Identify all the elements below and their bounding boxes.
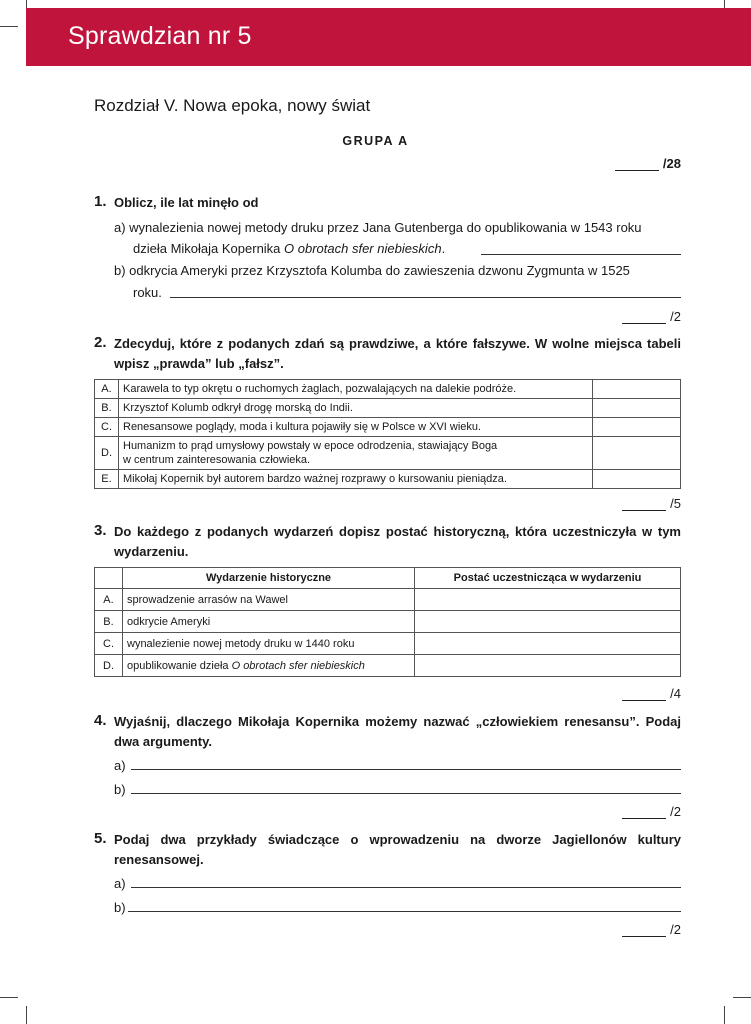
row-statement: Krzysztof Kolumb odkrył drogę morską do Indii. [119, 399, 593, 418]
q1-text: Oblicz, ile lat minęło od [114, 195, 259, 210]
q1-a-dot: . [441, 241, 446, 256]
score-blank[interactable] [615, 158, 659, 171]
answer-cell[interactable] [593, 399, 681, 418]
q1-a-line2 [133, 239, 445, 259]
q1-a-answer-line[interactable] [481, 254, 681, 255]
q5-a-answer-line[interactable] [131, 887, 681, 888]
score-blank[interactable] [622, 924, 666, 937]
table-row [95, 633, 681, 655]
crop-mark [0, 26, 18, 27]
q5-b-answer-line[interactable] [128, 911, 681, 912]
answer-cell[interactable] [415, 611, 681, 633]
q5-text: Podaj dwa przykłady świadczące o wprowadzeniu na dworze Jagiellonów kultury renesansowej. [114, 832, 681, 867]
row-statement: Renesansowe poglądy, moda i kultura pojawiły się w Polsce w XVI wieku. [119, 418, 593, 437]
answer-cell[interactable] [593, 470, 681, 489]
q2-text: Zdecyduj, które z podanych zdań są prawdziwe, a które fałszywe. W wolne miejsca tabeli wpisz „prawda” lub „fałsz”. [114, 336, 681, 371]
column-header-event: Wydarzenie historyczne [123, 568, 415, 589]
answer-cell[interactable] [593, 380, 681, 399]
row-statement: Karawela to typ okrętu o ruchomych żaglach, pozwalających na dalekie podróże. [119, 380, 593, 399]
table-row [95, 380, 681, 399]
table-row [95, 655, 681, 677]
q4-b-label: b) [114, 782, 126, 797]
row-label: C. [95, 418, 119, 437]
q1-b-line1: b) odkrycia Ameryki przez Krzysztofa Kolumba do zawieszenia dzwonu Zygmunta w 1525 [114, 263, 630, 278]
q2-table [94, 379, 681, 489]
table-header-row [95, 568, 681, 589]
q5-number: 5. [94, 830, 107, 847]
q5-a-label: a) [114, 876, 126, 891]
row-statement-line2: w centrum zainteresowania człowieka. [123, 454, 311, 466]
score-blank[interactable] [622, 498, 666, 511]
q5-score-value: /2 [670, 922, 681, 937]
row-label: D. [95, 437, 119, 470]
row-event: odkrycie Ameryki [123, 611, 415, 633]
q4-b-answer-line[interactable] [131, 793, 681, 794]
q5-score [622, 922, 681, 937]
q3-number: 3. [94, 522, 107, 539]
q1-a-title: O obrotach sfer niebieskich [284, 241, 442, 256]
row-label: B. [95, 611, 123, 633]
q1-b-answer-line[interactable] [170, 297, 681, 298]
q3-table [94, 567, 681, 677]
column-header-person: Postać uczestnicząca w wydarzeniu [415, 568, 681, 589]
crop-mark [733, 997, 751, 998]
group-label: GRUPA A [342, 134, 409, 148]
row-label: C. [95, 633, 123, 655]
q1-score [622, 309, 681, 324]
row-statement-line1: Humanizm to prąd umysłowy powstały w epoce odrodzenia, stawiający Boga [123, 440, 498, 452]
q4-a-label: a) [114, 758, 126, 773]
total-score [615, 156, 681, 171]
score-blank[interactable] [622, 688, 666, 701]
row-event-title: O obrotach sfer niebieskich [231, 659, 365, 672]
answer-cell[interactable] [593, 418, 681, 437]
q3-score-value: /4 [670, 686, 681, 701]
q1-a-line1: a) wynalezienia nowej metody druku przez Jana Gutenberga do opublikowania w 1543 roku [114, 220, 642, 235]
score-blank[interactable] [622, 806, 666, 819]
row-label: E. [95, 470, 119, 489]
table-row [95, 470, 681, 489]
table-row [95, 399, 681, 418]
header-label-cell [95, 568, 123, 589]
q1-number: 1. [94, 193, 107, 210]
q4-score [622, 804, 681, 819]
row-event [123, 655, 415, 677]
q4-score-value: /2 [670, 804, 681, 819]
q4-a-answer-line[interactable] [131, 769, 681, 770]
row-statement: Mikołaj Kopernik był autorem bardzo ważnej rozprawy o kursowaniu pieniądza. [119, 470, 593, 489]
total-score-value: /28 [662, 156, 681, 171]
q1-score-value: /2 [670, 309, 681, 324]
row-label: D. [95, 655, 123, 677]
row-event: wynalezienie nowej metody druku w 1440 roku [123, 633, 415, 655]
score-blank[interactable] [622, 311, 666, 324]
table-row [95, 418, 681, 437]
row-label: B. [95, 399, 119, 418]
crop-mark [26, 1006, 27, 1024]
table-row [95, 437, 681, 470]
row-label: A. [95, 380, 119, 399]
table-row [95, 611, 681, 633]
q1-a-text: dzieła Mikołaja Kopernika [133, 241, 285, 256]
table-row [95, 589, 681, 611]
answer-cell[interactable] [593, 437, 681, 470]
q4-text: Wyjaśnij, dlaczego Mikołaja Kopernika możemy nazwać „człowiekiem renesansu”. Podaj dwa argumenty. [114, 714, 681, 749]
q2-score [622, 496, 681, 511]
answer-cell[interactable] [415, 633, 681, 655]
page-title: Sprawdzian nr 5 [68, 22, 252, 50]
row-statement [119, 437, 593, 470]
row-label: A. [95, 589, 123, 611]
crop-mark [0, 997, 18, 998]
row-event: sprowadzenie arrasów na Wawel [123, 589, 415, 611]
chapter-title: Rozdział V. Nowa epoka, nowy świat [94, 96, 371, 115]
q4-number: 4. [94, 712, 107, 729]
answer-cell[interactable] [415, 589, 681, 611]
answer-cell[interactable] [415, 655, 681, 677]
q5-b-label: b) [114, 900, 126, 915]
crop-mark [724, 1006, 725, 1024]
row-event-text: opublikowanie dzieła [127, 659, 232, 672]
q2-score-value: /5 [670, 496, 681, 511]
q3-text: Do każdego z podanych wydarzeń dopisz postać historyczną, która uczestniczyła w tym wydarzeniu. [114, 524, 681, 559]
q3-score [622, 686, 681, 701]
q1-b-line2: roku. [133, 285, 162, 300]
q2-number: 2. [94, 334, 107, 351]
